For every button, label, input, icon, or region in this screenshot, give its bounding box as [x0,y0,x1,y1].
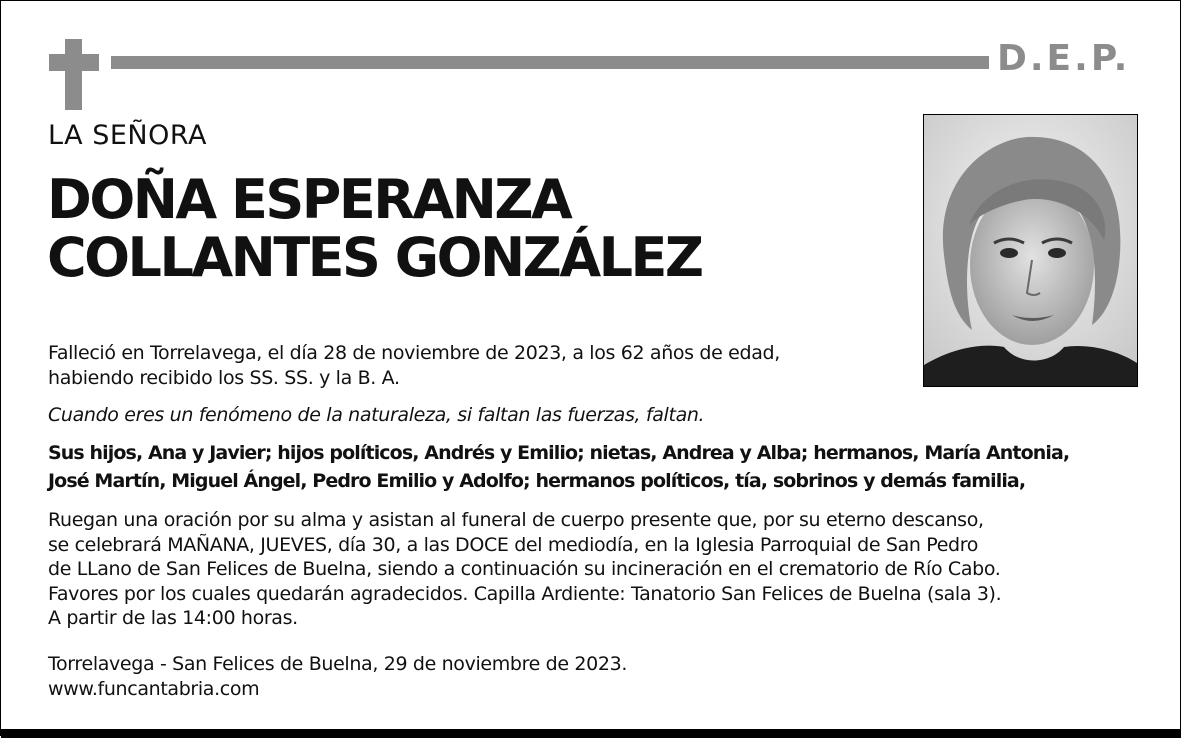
quote: Cuando eres un fenómeno de la naturaleza, si faltan las fuerzas, faltan. [48,404,705,426]
funeral-line-3: de LLano de San Felices de Buelna, siendo a continuación su incineración en el crematorio de Río Cabo. [48,558,1001,580]
family-list [48,439,1069,495]
footer [48,652,627,702]
deceased-name [47,168,702,289]
portrait-image [924,115,1137,386]
family-line-2: José Martín, Miguel Ángel, Pedro Emilio y Adolfo; hermanos políticos, tía, sobrinos y demás familia, [48,470,1026,492]
website-link[interactable]: www.funcantabria.com [48,678,260,700]
death-notice [48,341,780,391]
dep-heading: D.E.P. [997,38,1131,79]
honorific: LA SEÑORA [48,120,207,151]
death-notice-line-2: habiendo recibido los SS. SS. y la B. A. [48,367,400,389]
funeral-line-5: A partir de las 14:00 horas. [48,607,298,629]
death-notice-line-1: Falleció en Torrelavega, el día 28 de noviembre de 2023, a los 62 años de edad, [48,342,780,364]
name-line-1: DOÑA ESPERANZA [47,168,571,231]
portrait-photo [923,114,1138,387]
cross-icon-bar [49,54,99,71]
place-date: Torrelavega - San Felices de Buelna, 29 de noviembre de 2023. [48,653,628,675]
header-rule [111,56,989,69]
cross-icon [65,39,82,110]
funeral-details [48,508,1001,631]
funeral-line-4: Favores por los cuales quedarán agradecidos. Capilla Ardiente: Tanatorio San Felices de Buelna (sala 3). [48,582,1002,605]
name-line-2: COLLANTES GONZÁLEZ [47,226,702,289]
funeral-line-2: se celebrará MAÑANA, JUEVES, día 30, a las DOCE del mediodía, en la Iglesia Parroquial de San Pedro [48,533,979,556]
funeral-line-1: Ruegan una oración por su alma y asistan al funeral de cuerpo presente que, por su eterno descanso, [48,509,984,531]
family-line-1: Sus hijos, Ana y Javier; hijos políticos, Andrés y Emilio; nietas, Andrea y Alba; hermanos, María Antonia, [48,442,1070,464]
